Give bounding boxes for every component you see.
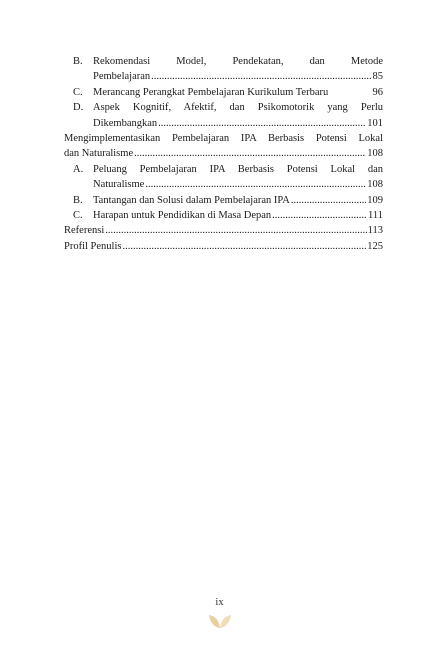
dot-leader [122, 239, 366, 254]
toc-title-line: Mengimplementasikan Pembelajaran IPA Berbasis Potensi Lokal [64, 133, 383, 145]
toc-page-number: 111 [368, 210, 383, 222]
toc-page-number: 125 [367, 240, 383, 252]
toc-title-line: Naturalisme [93, 179, 145, 191]
toc-title-line: Tantangan dan Solusi dalam Pembelajaran IPA [93, 194, 290, 206]
toc-entry-merancang[interactable] [64, 85, 383, 100]
toc-page-number: 108 [367, 179, 383, 191]
toc-entry-aspek[interactable] [64, 100, 383, 131]
leaf-icon [207, 612, 233, 630]
toc-entry-referensi[interactable] [64, 223, 383, 238]
toc-letter: C. [73, 210, 83, 222]
toc-entry-peluang[interactable] [64, 162, 383, 193]
dot-leader [151, 69, 371, 84]
toc-letter: A. [73, 163, 84, 175]
toc-page-number: 101 [367, 117, 383, 129]
dot-leader [291, 193, 366, 208]
dot-leader [145, 177, 366, 192]
dot-leader [272, 208, 367, 223]
toc-letter: D. [73, 102, 84, 114]
toc-page-number: 113 [367, 225, 383, 237]
toc-page-number: 85 [372, 71, 383, 83]
toc-letter: B. [73, 56, 83, 67]
toc-entry-harapan[interactable] [64, 208, 383, 223]
toc-page-number: 96 [372, 86, 383, 98]
toc-title-line: Harapan untuk Pendidikan di Masa Depan [93, 210, 272, 222]
dot-leader [158, 116, 366, 131]
toc-letter: C. [73, 86, 83, 98]
toc-title-line: Profil Penulis [64, 240, 122, 252]
dot-leader [134, 146, 366, 161]
toc-title-line: Peluang Pembelajaran IPA Berbasis Potensi Lokal dan [93, 163, 383, 175]
toc-entry-profil-penulis[interactable] [64, 239, 383, 254]
toc-page-number: 108 [367, 148, 383, 160]
table-of-contents [64, 54, 383, 254]
toc-letter: B. [73, 194, 83, 206]
toc-title-line: Referensi [64, 225, 105, 237]
toc-entry-rekomendasi[interactable] [64, 54, 383, 85]
toc-title-line: Pembelajaran [93, 71, 151, 83]
toc-entry-chapter-mengimplementasikan[interactable] [64, 131, 383, 162]
toc-title-line: Merancang Perangkat Pembelajaran Kurikulum Terbaru [93, 86, 329, 98]
toc-entry-tantangan[interactable] [64, 193, 383, 208]
page-number: ix [215, 597, 224, 608]
toc-title-line: Rekomendasi Model, Pendekatan, dan Metode [93, 56, 383, 67]
toc-title-line: dan Naturalisme [64, 148, 134, 160]
toc-title-line: Aspek Kognitif, Afektif, dan Psikomotorik yang Perlu [93, 102, 383, 114]
toc-page-number: 109 [367, 194, 383, 206]
toc-title-line: Dikembangkan [93, 117, 158, 129]
dot-leader [105, 223, 366, 238]
